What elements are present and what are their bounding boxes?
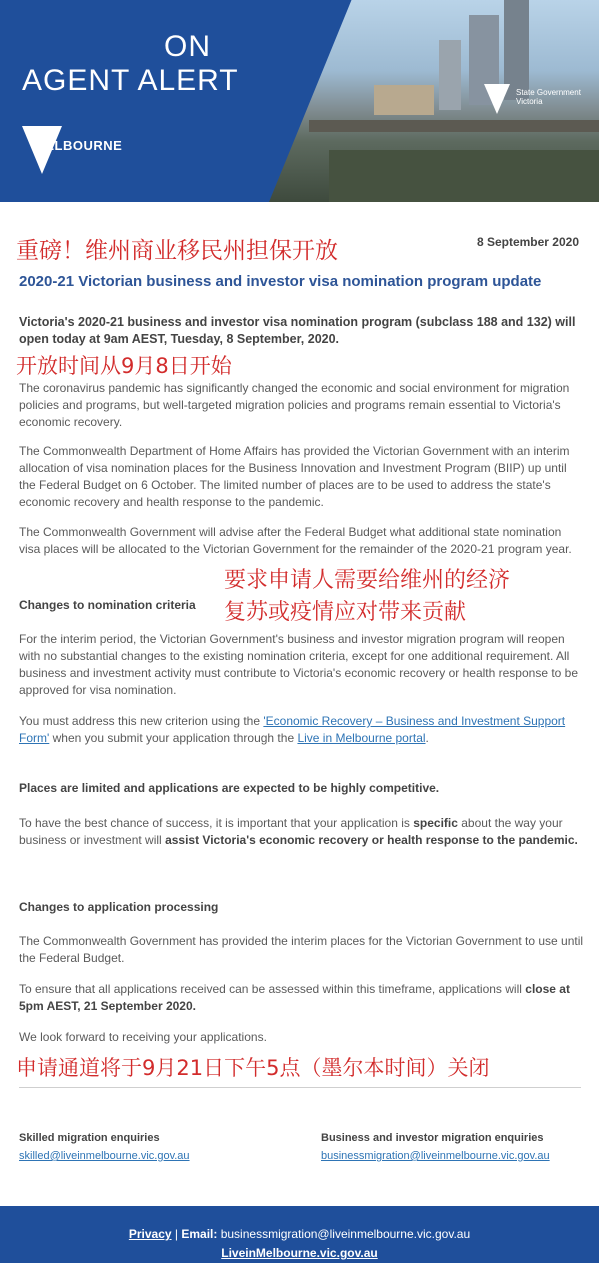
date: 8 September 2020 xyxy=(476,235,579,249)
victoria-gov-text: State Government Victoria xyxy=(516,88,581,106)
footer xyxy=(0,1206,599,1263)
footer-email-link[interactable]: businessmigration@liveinmelbourne.vic.gov.au xyxy=(217,1227,471,1241)
support-form-link[interactable]: 'Economic Recovery – Business and Investment Support Form' xyxy=(19,714,566,745)
paragraph-6: To have the best chance of success, it is important that your application is specific about the way your business or investment will assist Victoria's economic recovery or health response to the pandemic. xyxy=(19,816,578,847)
annotation-open-date: 开放时间从9月8日开始 xyxy=(16,354,232,378)
footer-line2 xyxy=(0,1246,599,1260)
paragraph-4: For the interim period, the Victorian Government's business and investor migration program will reopen with no substantial changes to the existing nomination criteria, except for one additional requirement. All business and investment activity must contribute to Victoria's economic recovery or health response to be approved for visa nomination. xyxy=(19,632,579,697)
footer-line1: Privacy | Email: businessmigration@liveinmelbourne.vic.gov.au xyxy=(128,1227,471,1241)
live-in-melbourne-portal-link[interactable]: Live in Melbourne portal xyxy=(297,731,426,745)
skilled-enquiries-label: Skilled migration enquiries xyxy=(19,1132,160,1144)
paragraph-7: The Commonwealth Government has provided the interim places for the Victorian Government to use until the Federal Budget. xyxy=(19,934,584,965)
skilled-email-link[interactable]: skilled@liveinmelbourne.vic.gov.au xyxy=(19,1150,190,1162)
section-heading-nomination: Changes to nomination criteria xyxy=(19,598,196,612)
melbourne-logo-text: MELBOURNE xyxy=(34,138,123,153)
email-label: Email: xyxy=(181,1227,218,1241)
page-heading: 2020-21 Victorian business and investor visa nomination program update xyxy=(19,273,542,290)
site-link[interactable]: LiveinMelbourne.vic.gov.au xyxy=(221,1246,378,1260)
business-enquiries-label: Business and investor migration enquiries xyxy=(321,1132,544,1144)
alert-title xyxy=(22,30,239,98)
paragraph-1: The coronavirus pandemic has significantly changed the economic and social environment for migration policies and programs, but well-targeted migration policies and programs remain essential to Victoria's economic recovery. xyxy=(19,381,570,429)
paragraph-8: To ensure that all applications received can be assessed within this timeframe, applications will close at 5pm AEST, 21 September 2020. xyxy=(19,982,570,1013)
paragraph-3: The Commonwealth Government will advise after the Federal Budget what additional state nomination visa places will be allocated to the Victorian Government for the remainder of the 2020-21 program year. xyxy=(19,525,572,556)
section-heading-processing: Changes to application processing xyxy=(19,900,219,914)
paragraph-2: The Commonwealth Department of Home Affairs has provided the Victorian Government with an interim allocation of visa nomination places for the Business Innovation and Investment Program (BIIP) up until the Federal Budget on 6 October. The limited number of places are to be used to address the state's economic recovery and health response to the pandemic. xyxy=(19,444,570,509)
title-line2: AGENT ALERT xyxy=(22,64,239,97)
privacy-link[interactable]: Privacy xyxy=(128,1227,172,1241)
annotation-requirement-2: 复苏或疫情应对带来贡献 xyxy=(224,600,467,625)
section-heading-places: Places are limited and applications are expected to be highly competitive. xyxy=(19,781,440,795)
intro-paragraph: Victoria's 2020-21 business and investor visa nomination program (subclass 188 and 132) will open today at 9am AEST, Tuesday, 8 September, 2020. xyxy=(19,315,576,346)
header-banner xyxy=(0,0,599,202)
business-email-link[interactable]: businessmigration@liveinmelbourne.vic.gov.au xyxy=(321,1150,550,1162)
annotation-requirement-1: 要求申请人需要给维州的经济 xyxy=(224,568,511,593)
annotation-headline: 重磅！维州商业移民州担保开放 xyxy=(16,238,338,264)
divider xyxy=(19,1087,581,1088)
victoria-gov-logo-icon xyxy=(484,84,510,114)
title-line1: ON xyxy=(164,30,211,63)
annotation-close-date: 申请通道将于9月21日下午5点（墨尔本时间）关闭 xyxy=(16,1056,490,1080)
paragraph-9: We look forward to receiving your applications. xyxy=(19,1030,267,1044)
paragraph-5: You must address this new criterion using the 'Economic Recovery – Business and Investment Support Form' when you submit your application through the Live in Melbourne portal. xyxy=(19,714,566,745)
